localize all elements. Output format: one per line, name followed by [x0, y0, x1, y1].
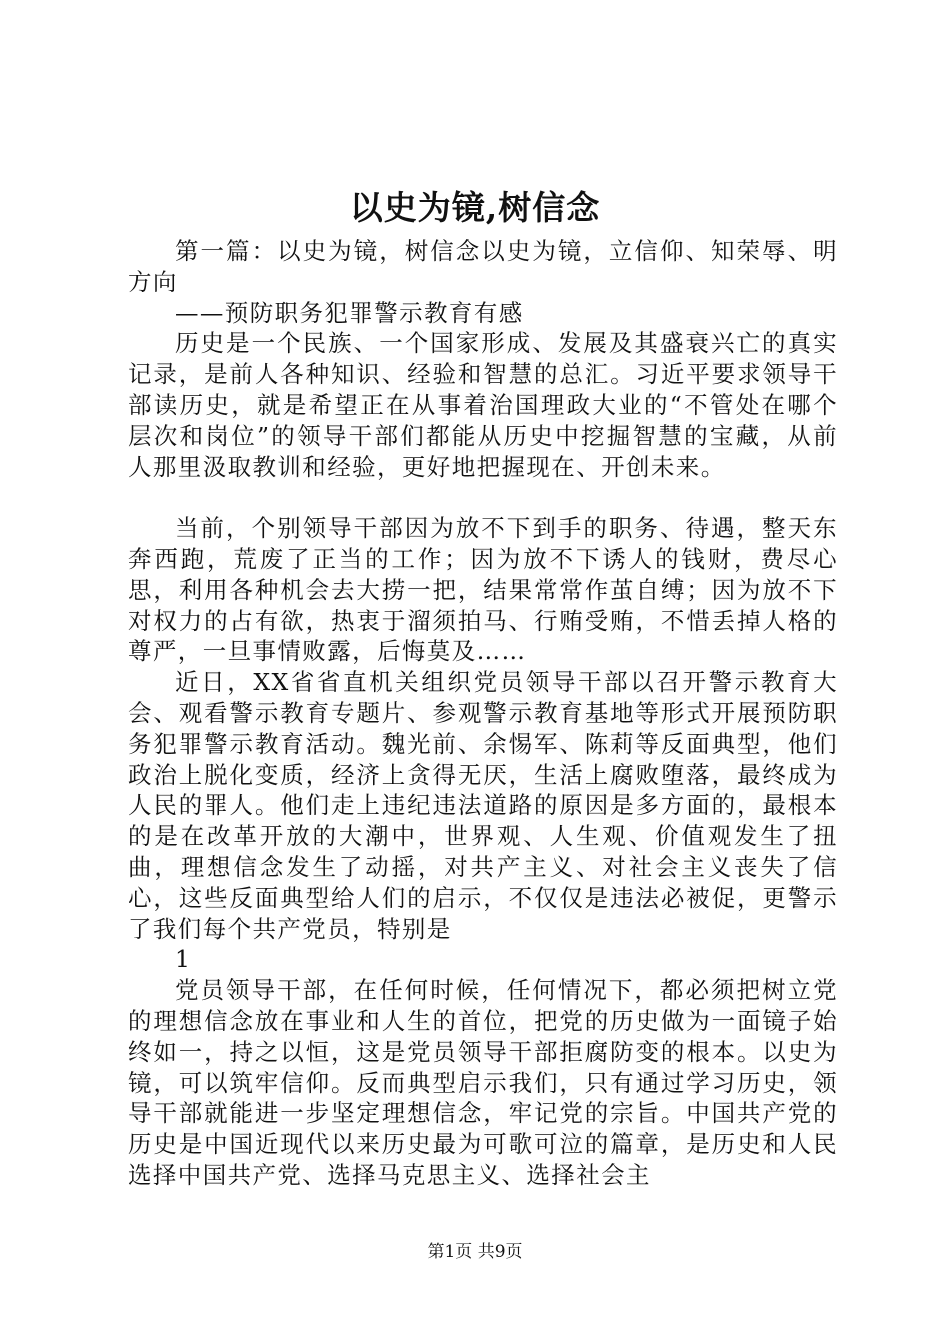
paragraph-history: 历史是一个民族、一个国家形成、发展及其盛衰兴亡的真实记录，是前人各种知识、经验和智慧的总汇。习近平要求领导干部读历史，就是希望正在从事着治国理政大业的“不管处在哪个层次和岗位”的领导干部们都能从历史中挖掘智慧的宝藏，从前人那里汲取教训和经验，更好地把握现在、开创未来。 — [128, 329, 838, 481]
paragraph-subtitle: ——预防职务犯罪警示教育有感 — [175, 298, 524, 327]
inline-page-number: 1 — [175, 945, 192, 974]
paragraph-recent: 近日，XX省省直机关组织党员领导干部以召开警示教育大会、观看警示教育专题片、参观警示教育基地等形式开展预防职务犯罪警示教育活动。魏光前、余惕军、陈莉等反面典型，他们政治上脱化变质，经济上贪得无厌，生活上腐败堕落，最终成为人民的罪人。他们走上违纪违法道路的原因是多方面的，最根本的是在改革开放的大潮中，世界观、人生观、价值观发生了扭曲，理想信念发生了动摇，对共产主义、对社会主义丧失了信心，这些反面典型给人们的启示，不仅仅是违法必被促，更警示了我们每个共产党员，特别是 — [128, 668, 838, 943]
paragraph-current: 当前，个别领导干部因为放不下到手的职务、待遇，整天东奔西跑，荒废了正当的工作；因为放不下诱人的钱财，费尽心思，利用各种机会去大捞一把，结果常常作茧自缚；因为放不下对权力的占有欲，热衷于溜须拍马、行贿受贿，不惜丢掉人格的尊严，一旦事情败露，后悔莫及…… — [128, 514, 838, 666]
paragraph-heading: 第一篇：以史为镜，树信念以史为镜，立信仰、知荣辱、明方向 — [128, 237, 838, 296]
paragraph-leaders: 党员领导干部，在任何时候，任何情况下，都必须把树立党的理想信念放在事业和人生的首位，把党的历史做为一面镜子始终如一，持之以恒，这是党员领导干部拒腐防变的根本。以史为镜，可以筑牢信仰。反而典型启示我们，只有通过学习历史，领导干部就能进一步坚定理想信念，牢记党的宗旨。中国共产党的历史是中国近现代以来历史最为可歌可泣的篇章，是历史和人民选择中国共产党、选择马克思主义、选择社会主 — [128, 976, 838, 1189]
document-title: 以史为镜,树信念 — [349, 188, 601, 227]
page-footer: 第1页 共9页 — [427, 1242, 523, 1262]
blank-line — [128, 482, 838, 513]
document-body — [128, 236, 838, 1191]
